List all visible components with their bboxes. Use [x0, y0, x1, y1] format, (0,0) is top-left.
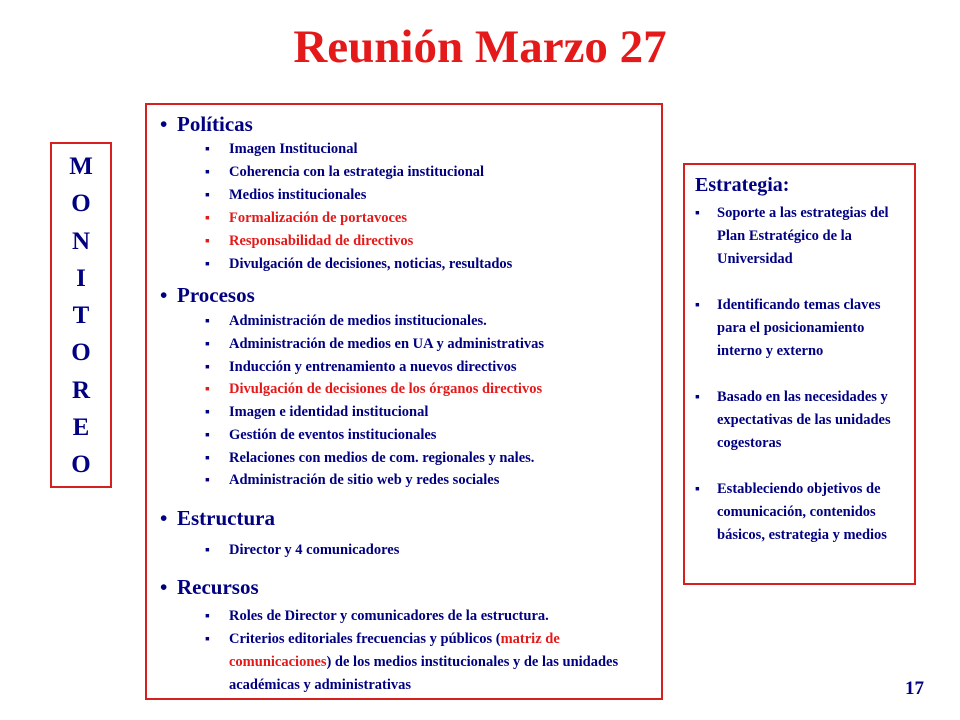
list-item: ▪ Director y 4 comunicadores	[205, 539, 655, 562]
section-heading-procesos: • Procesos	[160, 283, 255, 307]
list-item: ▪ Administración de medios institucionales.	[205, 310, 655, 333]
list-item: ▪ Formalización de portavoces	[205, 207, 655, 230]
recursos-text-part: Criterios editoriales frecuencias y públicos (	[229, 631, 501, 647]
monitoreo-letter: N	[71, 227, 91, 255]
strategy-box	[683, 163, 916, 585]
list-item: ▪ Administración de sitio web y redes sociales	[205, 469, 655, 492]
monitoreo-letter: T	[72, 302, 90, 329]
strategy-item: ▪ Estableciendo objetivos de comunicación, contenidos básicos, estrategia y medios	[695, 478, 900, 547]
list-item	[205, 628, 655, 697]
page-number: 17	[905, 678, 924, 699]
monitoreo-letter: O	[71, 339, 91, 367]
list-item: ▪ Imagen e identidad institucional	[205, 401, 655, 424]
recursos-text-part: ) de los medios institucionales y de las unidades académicas y administrativas	[229, 654, 619, 693]
section-heading-politicas: • Políticas	[160, 112, 253, 136]
monitoreo-letter: O	[71, 451, 91, 478]
monitoreo-vertical-box	[50, 142, 112, 488]
main-content-box	[145, 103, 663, 700]
list-item: ▪ Inducción y entrenamiento a nuevos directivos	[205, 356, 655, 379]
list-item: ▪ Administración de medios en UA y administrativas	[205, 333, 655, 356]
recursos-highlight: matriz de comunicaciones	[229, 631, 560, 670]
list-item: ▪ Divulgación de decisiones de los órganos directivos	[205, 378, 655, 401]
list-item: ▪ Imagen Institucional	[205, 138, 655, 161]
strategy-item: ▪ Soporte a las estrategias del Plan Estratégico de la Universidad	[695, 202, 900, 271]
section-heading-recursos: • Recursos	[160, 575, 259, 599]
list-item: ▪ Coherencia con la estrategia institucional	[205, 161, 655, 184]
monitoreo-letter: M	[69, 153, 93, 180]
strategy-item: ▪ Identificando temas claves para el posicionamiento interno y externo	[695, 294, 900, 363]
list-item: ▪ Medios institucionales	[205, 184, 655, 207]
slide-title: Reunión Marzo 27	[293, 21, 667, 73]
list-item: ▪ Roles de Director y comunicadores de la estructura.	[205, 605, 655, 628]
section-heading-estructura: • Estructura	[160, 506, 275, 530]
monitoreo-letter: E	[72, 413, 90, 441]
list-item: ▪ Responsabilidad de directivos	[205, 230, 655, 253]
list-item: ▪ Divulgación de decisiones, noticias, resultados	[205, 253, 655, 276]
strategy-title: Estrategia:	[695, 174, 790, 196]
monitoreo-letter: O	[71, 190, 91, 218]
monitoreo-letter: I	[76, 264, 86, 292]
strategy-item: ▪ Basado en las necesidades y expectativas de las unidades cogestoras	[695, 386, 900, 455]
monitoreo-letter: R	[71, 376, 91, 404]
list-item: ▪ Relaciones con medios de com. regionales y nales.	[205, 447, 655, 470]
list-item: ▪ Gestión de eventos institucionales	[205, 424, 655, 447]
